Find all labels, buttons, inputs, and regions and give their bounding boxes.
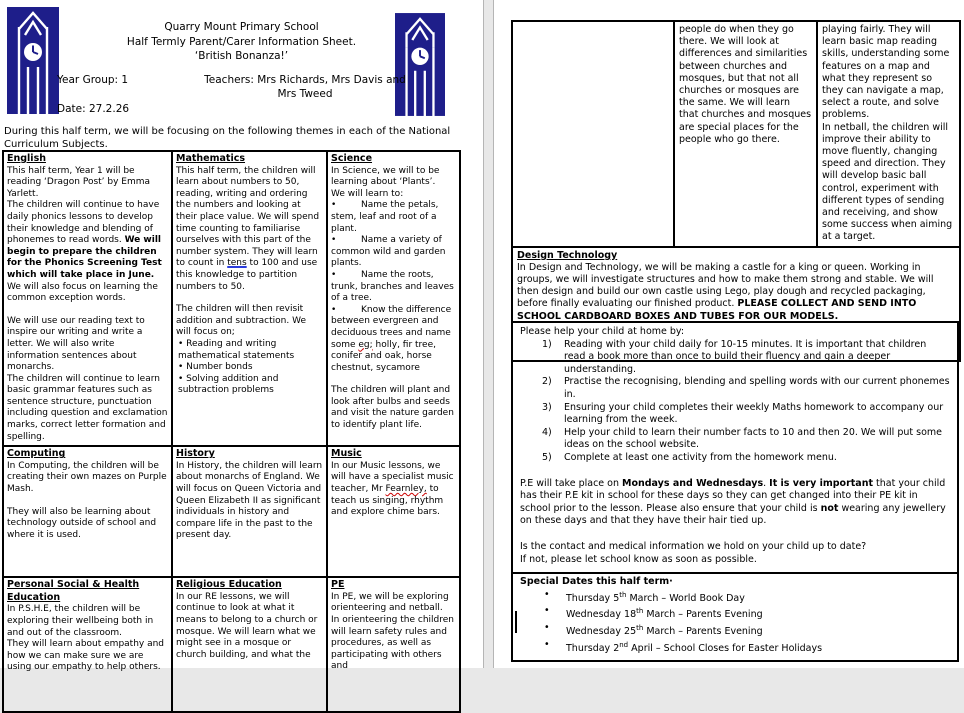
date-label: Date: 27.2.26 [57,103,130,115]
bullet-text: Solving addition and subtraction problems [178,373,279,396]
item-number: 4) [542,426,552,438]
text-cursor [515,611,517,633]
text-run: The children will continue to have daily phonics lessons to develop their knowledge and blending of phonemes to read words. [7,200,160,246]
empty-cell[interactable] [512,21,674,247]
bullet-item [331,235,456,270]
text-run: that your child has their P.E kit in school for these days so they can get changed into their PE kit in school prior to the lesson. Please also ensure that your child is [520,477,946,514]
paragraph: If not, please let school know as soon as possible. [520,553,757,565]
paragraph: We will learn to: [331,188,404,199]
blank-line [7,305,168,316]
text-run: In our Music lessons, we will have a specialist music teacher, Mr [331,460,454,495]
teachers-line1: Teachers: Mrs Richards, Mrs Davis and [204,74,406,86]
item-text: Reading with your child daily for 10-15 minutes. It is important that children read a book more than once to build their fluency and gain a deeper understanding. [564,338,927,375]
subject-cell-computing[interactable] [3,446,172,577]
item-number: 1) [542,338,552,350]
paragraph: In orienteering the children will learn safety rules and procedures, as well as participating with others and [331,615,454,672]
paragraph [517,262,955,323]
numbered-item [542,402,950,427]
bullet-text: Name a variety of common wild and garden plants. [331,235,446,269]
paragraph: We will also focus on learning the common exception words. [7,281,158,304]
bullet-item: • Reading and writing mathematical statements [178,338,295,361]
bullet-text: holly, fir tree, conifer and oak, horse chestnut, sycamore [331,339,436,373]
home-help-section [513,323,957,572]
bullet-glyph: • [331,304,337,315]
paragraph: In Science, we will to be learning about ‘Plants’. [331,165,440,188]
bullet-text: Reading and writing mathematical statements [178,338,295,361]
home-help-box[interactable] [511,321,959,662]
paragraph: In netball, the children will improve their ability to move fluently, changing speed and direction. They will develop basic ball control, experiment with different types of sending and receiving, and show some success when aiming at a target. [822,121,953,243]
paragraph: people do when they go there. We will look at differences and similarities between churches and mosques, but that not all churches or mosques are the same. We will learn that churches and mosques are special places for the people who go there. [679,24,812,145]
bullet-text: Name the petals, stem, leaf and root of a plant. [331,200,439,234]
paragraph [176,166,323,294]
pshe-title: Personal Social & Health Education [7,579,140,603]
bullet-item [331,305,456,375]
spellcheck-word[interactable]: Fearnley, [385,484,427,495]
subject-cell-history[interactable] [172,446,327,577]
date-item [544,589,950,606]
text-run: wearing any jewellery on these days and that they have their hair tied up. [520,502,946,527]
paragraph: The children will then revisit addition and subtraction. We will focus on; [176,304,307,338]
grammar-check-word[interactable]: tens [227,258,247,269]
paragraph: playing fairly. They will learn basic map reading skills, understanding some features on a map and what they represent so they can navigate a map, select a route, and solve problems. [822,24,950,121]
spellcheck-word[interactable]: eg; [358,339,373,350]
bullet-item: • Solving addition and subtraction problems [178,373,279,396]
school-name: Quarry Mount Primary School [164,21,319,33]
paragraph: In PE, we will be exploring orienteering and netball. [331,591,449,614]
english-title: English [7,153,46,164]
document-page-2[interactable] [493,0,964,668]
paragraph: They will also be learning about technology outside of school and where it is used. [7,506,157,540]
paragraph [331,461,456,519]
item-text: Help your child to learn their number facts to 10 and then 20. We will put some ideas on the school website. [564,426,942,451]
history-title: History [176,448,215,460]
paragraph: In P.S.H.E, the children will be exploring their wellbeing both in and out of the classroom. [7,604,154,638]
bullet-glyph: • [331,235,337,246]
numbered-item [542,376,950,401]
computing-title: Computing [7,448,66,460]
paragraph: We will use our reading text to inspire our writing and write a letter. We will also write information sentences about monarchs. [7,315,145,373]
date-item [544,622,950,639]
item-text: Complete at least one activity from the homework menu. [564,451,837,463]
year-group-label: Year Group: 1 [57,74,129,86]
special-dates-title: Special Dates this half term· [520,576,673,588]
bullet-item: • Number bonds [178,362,253,373]
paragraph: The children will continue to learn basic grammar features such as sentence structure, punctuation including question and exclamation marks, correct letter formation and spelling. [7,373,168,442]
bullet-glyph: • [544,588,550,600]
item-text: Thursday 2nd April – School Closes for Easter Holidays [566,640,823,655]
numbered-item [542,452,950,465]
date-item [544,605,950,622]
document-header [60,20,423,64]
item-text: Ensuring your child completes their weekly Maths homework to accompany our learning from the week. [564,401,944,426]
text-run: to teach us singing, rhythm and explore chime bars. [331,484,444,518]
design-technology-title: Design Technology [517,249,618,261]
intro-paragraph: During this half term, we will be focusing on the following themes in each of the National Curriculum Subjects. [4,126,451,150]
paragraph: They will learn about empathy and how we can make sure we are using our empathy to help others. [7,639,165,673]
subject-cell-pe[interactable] [327,577,460,712]
bullet-glyph: • [331,200,337,211]
special-dates-section [513,572,957,660]
bullet-text: Name the roots, trunk, branches and leaves of a tree. [331,269,454,304]
item-number: 5) [542,451,552,463]
text-run: . [763,477,770,489]
bullet-glyph: • [544,605,550,617]
subject-cell-music[interactable] [327,446,460,577]
school-clock-tower-logo-left [7,7,59,118]
home-help-intro: Please help your child at home by: [520,326,685,337]
text-run: P.E will take place on [520,477,623,489]
sheet-title: Half Termly Parent/Carer Information Sheet. [126,35,357,48]
subjects-table [2,150,461,713]
item-text: Practise the recognising, blending and spelling words with our current phonemes in. [564,376,950,400]
bullet-item [331,200,456,235]
bullet-item [331,270,456,305]
mathematics-title: Mathematics [176,153,246,164]
bullet-glyph: • [331,269,337,280]
item-text: Wednesday 25th March – Parents Evening [566,624,763,638]
numbered-item [542,427,950,452]
bold-text-run: It is very important [769,477,874,489]
topic-title: ‘British Bonanza!’ [194,50,289,62]
item-number: 3) [542,401,552,413]
religious-education-continued-cell[interactable] [674,21,817,247]
blank-line [7,496,168,507]
document-page-1[interactable] [0,0,484,673]
bullet-glyph: • [544,638,550,650]
pe-continued-cell[interactable] [817,21,960,247]
item-text: Wednesday 18th March – Parents Evening [566,607,763,621]
date-item [544,639,950,656]
bold-text-run: not [820,502,839,514]
continuation-table [511,20,961,362]
bullet-text: Know the difference between evergreen and deciduous trees and name some [331,304,452,350]
paragraph: In Computing, the children will be creating their own mazes on Purple Mash. [7,460,167,495]
bold-text-run: PLEASE COLLECT AND SEND INTO SCHOOL CARDBOARD BOXES AND TUBES FOR OUR MODELS. [517,298,917,322]
bullet-text: Number bonds [186,362,253,373]
pe-kit-paragraph [520,478,950,528]
item-number: 2) [542,376,552,388]
paragraph [7,200,168,281]
text-run: In Design and Technology, we will be making a castle for a king or queen. Working in groups, we will investigate structures and how to make them strong and stable. We will then design and build our own castle using Lego, play dough and recycled packaging, before finally evaluating our finished product. [517,261,934,310]
numbered-item [542,339,950,377]
teachers-line2: Mrs Tweed [277,88,333,100]
paragraph: This half term, Year 1 will be reading ‘Dragon Post’ by Emma Yarlett. [7,165,151,199]
subject-cell-religious-education[interactable] [172,577,327,712]
science-title: Science [331,153,373,164]
paragraph: In History, the children will learn about monarchs of England. We will focus on Queen Victoria and Queen Elizabeth II as significant individuals in history and compare life in the past to the present day. [176,460,323,541]
music-title: Music [331,448,362,460]
blank-line [176,293,323,304]
blank-line [331,374,456,385]
text-run: to 100 and use this knowledge to partition numbers to 50. [176,258,318,292]
paragraph: In our RE lessons, we will continue to look at what it means to belong to a church or mosque. We will learn what we might see in a mosque or church building, and what the [176,591,318,660]
item-text: Thursday 5th March – World Book Day [566,590,745,604]
bold-text-run: We will begin to prepare the children for the Phonics Screening Test which will take place in June. [7,235,162,280]
text-run: This half term, the children will learn about numbers to 50, reading, writing and ordering the numbers and looking at their place value. We will spend time counting to familiarise ourselves with this part of the number system. They will learn to count in [176,165,320,269]
subject-cell-mathematics[interactable] [172,151,327,446]
paragraph: Is the contact and medical information we hold on your child up to date? [520,540,867,552]
pe-title: PE [331,579,345,591]
subject-cell-english[interactable] [3,151,172,446]
bullet-glyph: • [544,622,550,634]
subject-cell-science[interactable] [327,151,460,446]
subject-cell-pshe[interactable] [3,577,172,712]
paragraph: The children will plant and look after bulbs and seeds and visit the nature garden to identify plant life. [331,385,454,431]
religious-education-title: Religious Education [176,579,282,591]
contact-info-question [520,541,950,566]
bold-text-run: Mondays and Wednesdays [622,477,764,489]
teachers-label [200,73,410,101]
